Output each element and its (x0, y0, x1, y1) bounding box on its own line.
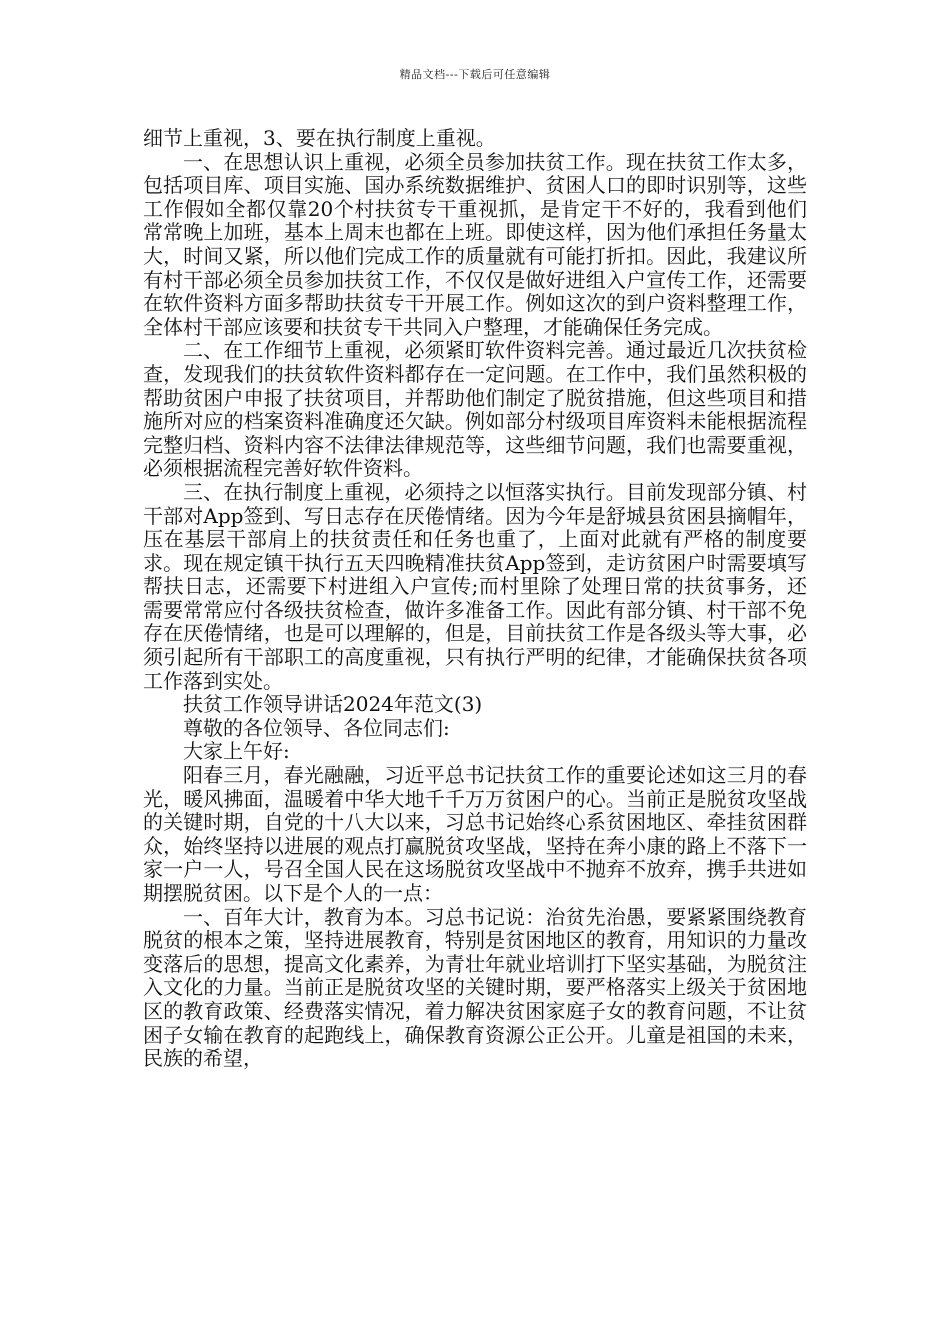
paragraph-section-three: 三、在执行制度上重视，必须持之以恒落实执行。目前发现部分镇、村干部对App签到、写日志存在厌倦情绪。因为今年是舒城县贫困县摘帽年，压在基层干部肩上的扶贫责任和任务也重了，上面对此就有严格的制度要求。现在规定镇干执行五天四晚精准扶贫App签到，走访贫困户时需要填写帮扶日志，还需要下村进组入户宣传;而村里除了处理日常的扶贫事务，还需要常常应付各级扶贫检查，做许多准备工作。因此有部分镇、村干部不免存在厌倦情绪，也是可以理解的，但是，目前扶贫工作是各级头等大事，必须引起所有干部职工的高度重视，只有执行严明的纪律，才能确保扶贫各项工作落到实处。 (143, 479, 807, 693)
paragraph-education: 一、百年大计，教育为本。习总书记说：治贫先治愚，要紧紧围绕教育脱贫的根本之策，坚持进展教育，特别是贫困地区的教育，用知识的力量改变落后的思想，提高文化素养，为青壮年就业培训打下坚实基础，为脱贫注入文化的力量。当前正是脱贫攻坚的关键时期，要严格落实上级关于贫困地区的教育政策、经费落实情况，着力解决贫困家庭子女的教育问题，不让贫困子女输在教育的起跑线上，确保教育资源公正公开。儿童是祖国的未来，民族的希望， (143, 904, 807, 1071)
paragraph-continuation: 细节上重视，3、要在执行制度上重视。 (143, 126, 496, 150)
greeting: 大家上午好: (183, 739, 290, 764)
document-title: 扶贫工作领导讲话2024年范文(3) (183, 692, 483, 717)
page-header: 精品文档---下载后可任意编辑 (399, 68, 551, 81)
document-body (143, 127, 807, 1071)
paragraph-section-one: 一、在思想认识上重视，必须全员参加扶贫工作。现在扶贫工作太多，包括项目库、项目实施、国办系统数据维护、贫困人口的即时识别等，这些工作假如全都仅靠20个村扶贫专干重视抓，是肯定干不好的，我看到他们常常晚上加班，基本上周末也都在上班。即使这样，因为他们承担任务量太大，时间又紧，所以他们完成工作的质量就有可能打折扣。因此，我建议所有村干部必须全员参加扶贫工作，不仅仅是做好进组入户宣传工作，还需要在软件资料方面多帮助扶贫专干开展工作。例如这次的到户资料整理工作，全体村干部应该要和扶贫专干共同入户整理，才能确保任务完成。 (143, 149, 807, 339)
paragraph-intro: 阳春三月，春光融融，习近平总书记扶贫工作的重要论述如这三月的春光，暖风拂面，温暖着中华大地千千万万贫困户的心。当前正是脱贫攻坚战的关键时期，自党的十八大以来，习总书记始终心系贫困地区、牵挂贫困群众，始终坚持以进展的观点打赢脱贫攻坚战，坚持在奔小康的路上不落下一家一户一人，号召全国人民在这场脱贫攻坚战中不抛弃不放弃，携手共进如期摆脱贫困。以下是个人的一点： (143, 763, 807, 905)
salutation: 尊敬的各位领导、各位同志们: (183, 715, 450, 740)
paragraph-section-two: 二、在工作细节上重视，必须紧盯软件资料完善。通过最近几次扶贫检查，发现我们的扶贫软件资料都存在一定问题。在工作中，我们虽然积极的帮助贫困户申报了扶贫项目，并帮助他们制定了脱贫措施，但这些项目和措施所对应的档案资料准确度还欠缺。例如部分村级项目库资料未能根据流程完整归档、资料内容不法律法律规范等，这些细节问题，我们也需要重视，必须根据流程完善好软件资料。 (143, 338, 807, 481)
